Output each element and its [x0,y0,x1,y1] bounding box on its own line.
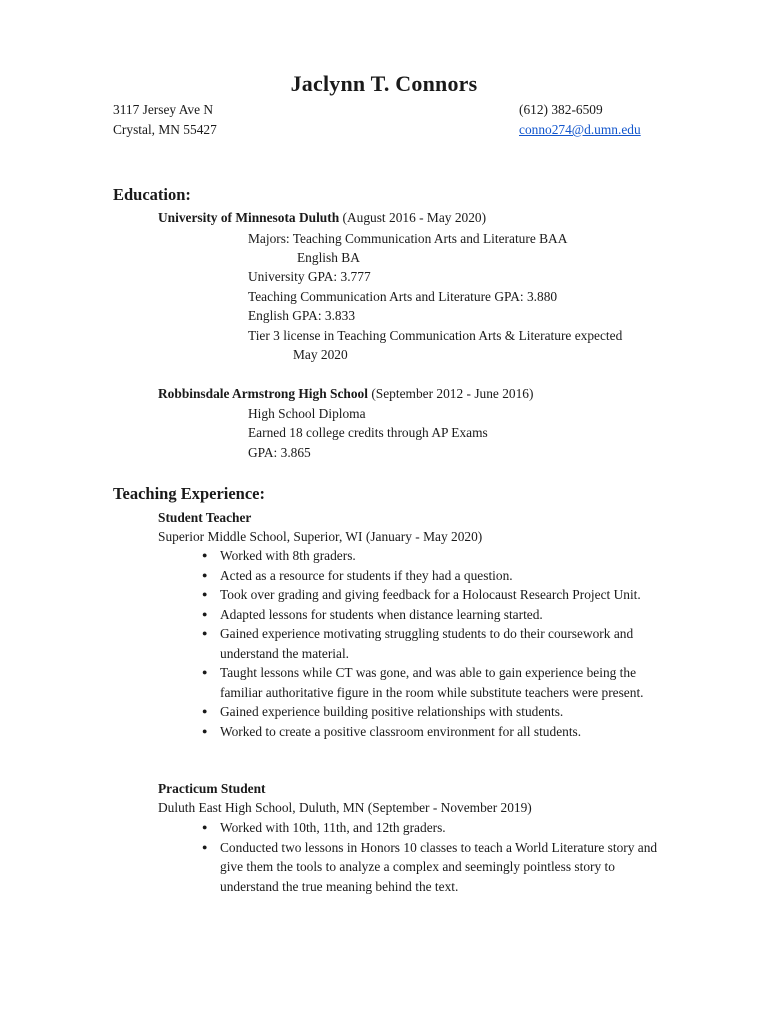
practicum-place: Duluth East High School, Duluth, MN (September - November 2019) [158,800,532,815]
student-teacher-place: Superior Middle School, Superior, WI (January - May 2020) [158,529,483,544]
list-item: ● Worked with 8th graders. [202,546,672,566]
list-item: ● Gained experience building positive relationships with students. [202,702,672,722]
teaching-heading: Teaching Experience: [113,484,266,503]
umd-gpa: University GPA: 3.777 [248,269,371,284]
practicum-bullets [202,818,672,896]
student-teacher-title: Student Teacher [158,510,252,525]
hs-credits: Earned 18 college credits through AP Exams [248,425,488,440]
education-heading: Education: [113,185,191,204]
address-line-1: 3117 Jersey Ave N [113,102,214,117]
umd-majors: Majors: Teaching Communication Arts and Literature BAA [248,231,568,246]
umd-entry [158,208,486,228]
umd-tcal-gpa: Teaching Communication Arts and Literature GPA: 3.880 [248,289,558,304]
list-item: ● Adapted lessons for students when distance learning started. [202,605,672,625]
umd-school-name: University of Minnesota Duluth [158,210,340,225]
hs-gpa: GPA: 3.865 [248,445,311,460]
umd-license: Tier 3 license in Teaching Communication Arts & Literature expected [248,328,623,343]
student-teacher-bullets [202,546,672,741]
hs-dates: (September 2012 - June 2016) [367,386,534,401]
email-link[interactable]: conno274@d.umn.edu [519,122,641,137]
umd-license-date: May 2020 [293,347,348,362]
umd-major-2: English BA [297,250,360,265]
hs-school-name: Robbinsdale Armstrong High School [158,386,368,401]
list-item: ● Worked with 10th, 11th, and 12th graders. [202,818,672,838]
hs-diploma: High School Diploma [248,406,366,421]
list-item: ● Took over grading and giving feedback for a Holocaust Research Project Unit. [202,585,672,605]
hs-entry [158,384,533,404]
list-item: ● Conducted two lessons in Honors 10 classes to teach a World Literature story and give them the tools to analyze a complex and seemingly pointless story to understand the true meaning behind the text. [202,838,672,897]
list-item: ● Taught lessons while CT was gone, and was able to gain experience being the familiar authoritative figure in the room while substitute teachers were present. [202,663,672,702]
list-item: ● Acted as a resource for students if they had a question. [202,566,672,586]
address-line-2: Crystal, MN 55427 [113,122,217,137]
phone-number: (612) 382-6509 [519,102,603,117]
applicant-name: Jaclynn T. Connors [290,71,478,96]
list-item: ● Worked to create a positive classroom environment for all students. [202,722,672,742]
list-item: ● Gained experience motivating struggling students to do their coursework and understand the material. [202,624,672,663]
umd-english-gpa: English GPA: 3.833 [248,308,356,323]
umd-dates: (August 2016 - May 2020) [339,210,487,225]
practicum-title: Practicum Student [158,781,266,796]
